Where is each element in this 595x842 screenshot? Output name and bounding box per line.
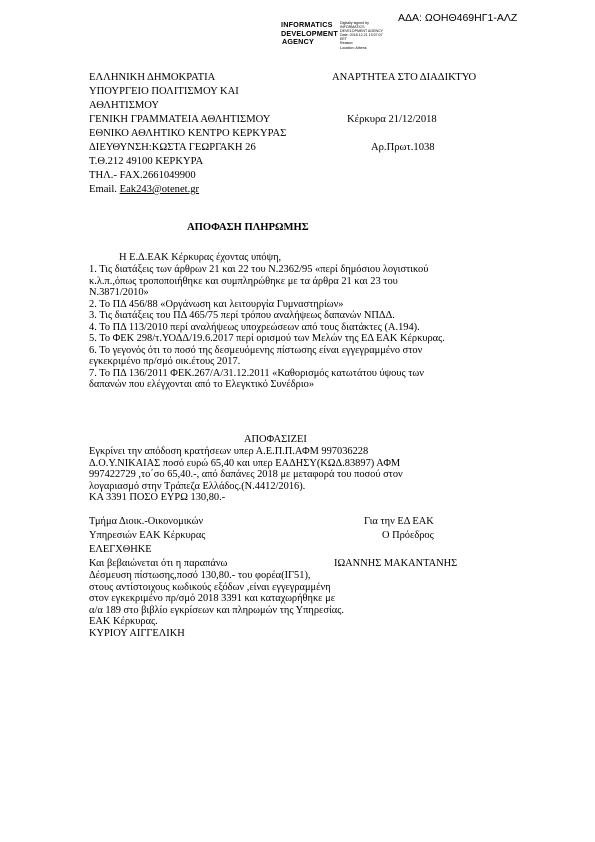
list-item: 4. Το ΠΔ 113/2010 περί αναλήψεως υποχρεώσεων από τους διατάκτες (Α.194). bbox=[89, 321, 420, 333]
certification-line: Δέσμευση πίστωσης,ποσό 130,80.- του φορέα(ΙΓ51), bbox=[89, 570, 311, 581]
certification-text bbox=[89, 570, 344, 639]
header-line-secretariat: ΓΕΝΙΚΗ ΓΡΑΜΜΑΤΕΙΑ ΑΘΛΗΤΙΣΜΟΥ bbox=[89, 114, 271, 125]
signature-board: Για την ΕΔ ΕΑΚ bbox=[364, 516, 434, 527]
header-line-ministry: ΥΠΟΥΡΓΕΙΟ ΠΟΛΙΤΙΣΜΟΥ ΚΑΙ bbox=[89, 86, 239, 97]
signature-detail-line: DEVELOPMENT AGENCY bbox=[340, 29, 384, 34]
signature-detail-line: Reason: bbox=[340, 41, 354, 46]
signature-logo bbox=[281, 21, 338, 47]
certification-line: στους αντίστοιχους κωδικούς εξόδων ,είναι εγγεγραμμένη bbox=[89, 581, 331, 593]
signature-detail-line: EET bbox=[340, 37, 347, 42]
email-label: Email. bbox=[89, 184, 120, 195]
signature-detail-line: Location: Athens bbox=[340, 45, 367, 50]
signature-president-title: Ο Πρόεδρος bbox=[382, 530, 434, 541]
considerations-list bbox=[89, 264, 445, 391]
signature-detail-line: INFORMATICS bbox=[340, 25, 365, 30]
certification-line: α/α 189 στο βιβλίο εγκρίσεων και πληρωμών της Υπηρεσίας. bbox=[89, 604, 344, 616]
list-item: εγκεκριμένο πρ/σμό οικ.έτους 2017. bbox=[89, 356, 241, 367]
checked-stamp: ΕΛΕΓΧΘΗΚΕ bbox=[89, 544, 152, 555]
certifier-name: ΚΥΡΙΟΥ ΑΙΓΓΕΛΙΚΗ bbox=[89, 627, 185, 639]
list-item: 7. Το ΠΔ 136/2011 ΦΕΚ.267/Α/31.12.2011 «Καθορισμός κατωτάτου ύψους των bbox=[89, 367, 424, 379]
signature-details bbox=[340, 21, 383, 50]
signature-detail-line: Date: 2018.12.21 13:07:07 bbox=[340, 33, 383, 38]
header-line-center: ΕΘΝΙΚΟ ΑΘΛΗΤΙΚΟ ΚΕΝΤΡΟ ΚΕΡΚΥΡΑΣ bbox=[89, 128, 287, 139]
decision-text bbox=[89, 446, 403, 504]
logo-line: DEVELOPMENT bbox=[281, 28, 338, 38]
decision-line: λογαριασμό στην Τράπεζα Ελλάδος.(Ν.4412/2016). bbox=[89, 480, 306, 492]
decides-heading: ΑΠΟΦΑΣΙΖΕΙ bbox=[244, 434, 307, 445]
list-item: 1. Τις διατάξεις των άρθρων 21 και 22 του Ν.2362/95 «περί δημόσιου λογιστικού bbox=[89, 264, 429, 275]
signature-detail-line: Digitally signed by bbox=[340, 21, 369, 25]
ada-code: ΑΔΑ: ΩΟΗΘ469ΗΓ1-ΑΛΖ bbox=[398, 12, 518, 24]
header-line-republic: ΕΛΛΗΝΙΚΗ ΔΗΜΟΚΡΑΤΙΑ bbox=[89, 72, 216, 83]
decision-line: 997422729 ,το΄σο 65,40.-, από δαπάνες 2018 με μεταφορά του ποσού στον bbox=[89, 469, 403, 480]
header-line-po-box: Τ.Θ.212 49100 ΚΕΡΚΥΡΑ bbox=[89, 156, 204, 167]
intro-line: Η Ε.Δ.ΕΑΚ Κέρκυρας έχοντας υπόψη, bbox=[119, 252, 282, 263]
list-item: Ν.3871/2010» bbox=[89, 287, 149, 298]
header-line-address: ΔΙΕΥΘΥΝΣΗ:ΚΩΣΤΑ ΓΕΩΡΓΑΚΗ 26 bbox=[89, 142, 256, 153]
list-item: δαπανών που ελέγχονται από το Ελεγκτικό Συνέδριο» bbox=[89, 379, 315, 390]
certification-line: Και βεβαιώνεται ότι η παραπάνω bbox=[89, 558, 228, 569]
header-protocol-number: Αρ.Πρωτ.1038 bbox=[371, 142, 435, 153]
signature-department-cont: Υπηρεσιών ΕΑΚ Κέρκυρας bbox=[89, 530, 206, 541]
decision-line: ΚΑ 3391 ΠΟΣΟ ΕΥΡΩ 130,80.- bbox=[89, 492, 226, 503]
decision-line: Δ.Ο.Υ.ΝΙΚΑΙΑΣ ποσό ευρώ 65,40 και υπερ ΕΑΔΗΣΥ(ΚΩΔ.83897) ΑΦΜ bbox=[89, 457, 401, 469]
list-item: 3. Τις διατάξεις του ΠΔ 465/75 περί τρόπου αναλήψεως δαπανών ΝΠΔΔ. bbox=[89, 310, 395, 321]
header-line-email bbox=[89, 184, 199, 196]
certification-line: ΕΑΚ Κέρκυρας. bbox=[89, 616, 158, 627]
president-name: ΙΩΑΝΝΗΣ ΜΑΚΑΝΤΑΝΗΣ bbox=[334, 558, 458, 569]
decision-line: Εγκρίνει την απόδοση κρατήσεων υπερ Α.Ε.Π.Π.ΑΦΜ 997036228 bbox=[89, 446, 369, 457]
header-date: Κέρκυρα 21/12/2018 bbox=[347, 114, 437, 125]
logo-line: AGENCY bbox=[282, 37, 314, 47]
header-line-phone: ΤΗΛ.- FAX.2661049900 bbox=[89, 170, 196, 181]
signature-department: Τμήμα Διοικ.-Οικονομικών bbox=[89, 516, 204, 527]
list-item: 5. Το ΦΕΚ 298/τ.ΥΟΔΔ/19.6.2017 περί ορισμού των Μελών της ΕΔ ΕΑΚ Κέρκυρας. bbox=[89, 333, 445, 344]
document-title: ΑΠΟΦΑΣΗ ΠΛΗΡΩΜΗΣ bbox=[187, 222, 309, 233]
certification-line: στον εγκεκριμένο πρ/σμό 2018 3391 και καταχωρήθηκε με bbox=[89, 593, 336, 604]
email-link[interactable]: Eak243@otenet.gr bbox=[119, 184, 200, 195]
list-item: κ.λ.π.,όπως τροποποιήθηκε και συμπληρώθηκε με τα άρθρα 21 και 23 του bbox=[89, 275, 398, 287]
header-posting-notice: ΑΝΑΡΤΗΤΕΑ ΣΤΟ ΔΙΑΔΙΚΤΥΟ bbox=[332, 72, 477, 83]
logo-line: INFORMATICS bbox=[281, 20, 333, 29]
header-line-ministry-cont: ΑΘΛΗΤΙΣΜΟΥ bbox=[89, 100, 160, 111]
list-item: 2. Το ΠΔ 456/88 «Οργάνωση και λειτουργία Γυμναστηρίων» bbox=[89, 298, 344, 310]
list-item: 6. Το γεγονός ότι το ποσό της δεσμευόμενης πίστωσης είναι εγγεγραμμένο στον bbox=[89, 344, 423, 356]
